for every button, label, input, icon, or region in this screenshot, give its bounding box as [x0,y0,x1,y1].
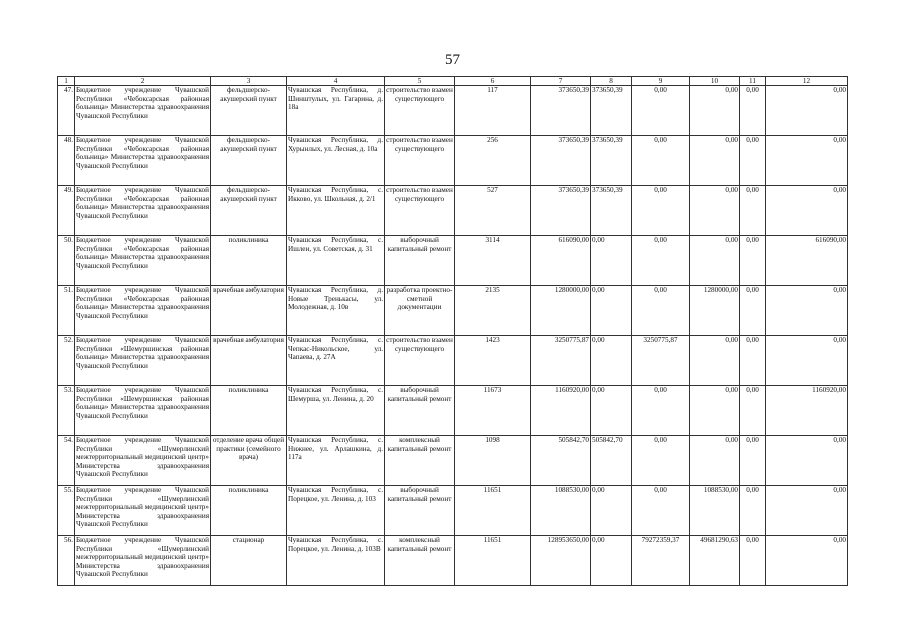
address-cell: Чувашская Республика, с. Шемурша, ул. Ленина, д. 20 [287,386,385,436]
column-header: 8 [591,77,632,86]
organization-cell: Бюджетное учреждение Чувашской Республики «Шумерлинский межтерриториальный медицинский центр» Министерства здравоохранения Чувашской Республики [75,486,211,536]
value-cell-11: 0,00 [740,286,766,336]
value-cell-9: 0,00 [632,436,690,486]
address-cell: Чувашская Республика, с. Порецкое, ул. Ленина, д. 103В [287,536,385,586]
area-cell: 3114 [455,236,531,286]
area-cell: 1423 [455,336,531,386]
total-cost-cell: 1160920,00 [531,386,591,436]
address-cell: Чувашская Республика, д. Хурынлых, ул. Лесная, д. 10а [287,136,385,186]
value-cell-9: 0,00 [632,486,690,536]
organization-cell: Бюджетное учреждение Чувашской Республики «Чебоксарская районная больница» Министерства здравоохранения Чувашской Республики [75,236,211,286]
work-type-cell: строительство взамен существующего [385,86,455,136]
value-cell-8: 0,00 [591,486,632,536]
column-header: 5 [385,77,455,86]
total-cost-cell: 373650,39 [531,136,591,186]
area-cell: 256 [455,136,531,186]
value-cell-8: 0,00 [591,336,632,386]
value-cell-10: 0,00 [690,186,740,236]
value-cell-11: 0,00 [740,86,766,136]
value-cell-12: 0,00 [766,336,848,386]
organization-cell: Бюджетное учреждение Чувашской Республики «Шумерлинский межтерриториальный медицинский центр» Министерства здравоохранения Чувашской Республики [75,536,211,586]
area-cell: 2135 [455,286,531,336]
total-cost-cell: 3250775,87 [531,336,591,386]
column-number-row [58,77,848,86]
value-cell-9: 0,00 [632,186,690,236]
facility-type-cell: фельдшерско-акушерский пункт [211,86,287,136]
work-type-cell: строительство взамен существующего [385,136,455,186]
value-cell-11: 0,00 [740,136,766,186]
value-cell-12: 0,00 [766,136,848,186]
value-cell-10: 1280000,00 [690,286,740,336]
table-row [58,236,848,286]
column-header: 1 [58,77,75,86]
facility-type-cell: поликлиника [211,236,287,286]
address-cell: Чувашская Республика, с. Порецкое, ул. Ленина, д. 103 [287,486,385,536]
work-type-cell: выборочный капитальный ремонт [385,236,455,286]
value-cell-10: 49681290,63 [690,536,740,586]
work-type-cell: комплексный капитальный ремонт [385,536,455,586]
value-cell-11: 0,00 [740,486,766,536]
total-cost-cell: 373650,39 [531,86,591,136]
facility-type-cell: фельдшерско-акушерский пункт [211,136,287,186]
value-cell-12: 0,00 [766,286,848,336]
table-row [58,136,848,186]
total-cost-cell: 1088530,00 [531,486,591,536]
organization-cell: Бюджетное учреждение Чувашской Республики «Чебоксарская районная больница» Министерства здравоохранения Чувашской Республики [75,86,211,136]
column-header: 9 [632,77,690,86]
row-number: 55. [58,486,75,536]
value-cell-8: 0,00 [591,236,632,286]
column-header: 10 [690,77,740,86]
value-cell-8: 505842,70 [591,436,632,486]
row-number: 53. [58,386,75,436]
organization-cell: Бюджетное учреждение Чувашской Республики «Чебоксарская районная больница» Министерства здравоохранения Чувашской Республики [75,136,211,186]
work-type-cell: строительство взамен существующего [385,336,455,386]
value-cell-8: 373650,39 [591,86,632,136]
row-number: 47. [58,86,75,136]
value-cell-11: 0,00 [740,336,766,386]
value-cell-9: 79272359,37 [632,536,690,586]
table-row [58,436,848,486]
organization-cell: Бюджетное учреждение Чувашской Республики «Чебоксарская районная больница» Министерства здравоохранения Чувашской Республики [75,186,211,236]
value-cell-9: 0,00 [632,386,690,436]
value-cell-10: 0,00 [690,86,740,136]
area-cell: 527 [455,186,531,236]
value-cell-9: 0,00 [632,136,690,186]
work-type-cell: выборочный капитальный ремонт [385,486,455,536]
column-header: 3 [211,77,287,86]
total-cost-cell: 128953650,00 [531,536,591,586]
value-cell-12: 0,00 [766,186,848,236]
value-cell-10: 0,00 [690,436,740,486]
column-header: 11 [740,77,766,86]
table-row [58,486,848,536]
work-type-cell: комплексный капитальный ремонт [385,436,455,486]
row-number: 54. [58,436,75,486]
value-cell-8: 0,00 [591,536,632,586]
column-header: 7 [531,77,591,86]
table-row [58,286,848,336]
facility-type-cell: отделение врача общей практики (семейного врача) [211,436,287,486]
row-number: 52. [58,336,75,386]
table-row [58,536,848,586]
facility-type-cell: врачебная амбулатория [211,336,287,386]
facility-type-cell: фельдшерско-акушерский пункт [211,186,287,236]
value-cell-11: 0,00 [740,236,766,286]
value-cell-10: 1088530,00 [690,486,740,536]
column-header: 6 [455,77,531,86]
value-cell-12: 0,00 [766,536,848,586]
table-row [58,86,848,136]
facilities-table [57,76,848,586]
value-cell-12: 0,00 [766,436,848,486]
value-cell-10: 0,00 [690,386,740,436]
row-number: 50. [58,236,75,286]
value-cell-11: 0,00 [740,386,766,436]
address-cell: Чувашская Республика, д. Новые Тренькасы, ул. Молодежная, д. 10в [287,286,385,336]
row-number: 48. [58,136,75,186]
value-cell-12: 0,00 [766,86,848,136]
total-cost-cell: 505842,70 [531,436,591,486]
area-cell: 11651 [455,486,531,536]
value-cell-12: 1160920,00 [766,386,848,436]
value-cell-11: 0,00 [740,186,766,236]
address-cell: Чувашская Республика, с. Нижнее, ул. Арлашкина, д. 117а [287,436,385,486]
value-cell-10: 0,00 [690,236,740,286]
address-cell: Чувашская Республика, с. Ишлеи, ул. Советская, д. 31 [287,236,385,286]
area-cell: 1098 [455,436,531,486]
value-cell-11: 0,00 [740,536,766,586]
value-cell-8: 373650,39 [591,136,632,186]
facility-type-cell: врачебная амбулатория [211,286,287,336]
value-cell-9: 0,00 [632,286,690,336]
total-cost-cell: 373650,39 [531,186,591,236]
value-cell-9: 0,00 [632,86,690,136]
value-cell-9: 0,00 [632,236,690,286]
table-body [58,86,848,586]
area-cell: 11673 [455,386,531,436]
organization-cell: Бюджетное учреждение Чувашской Республики «Шемуршинская районная больница» Министерства здравоохранения Чувашской Республики [75,386,211,436]
area-cell: 11651 [455,536,531,586]
column-header: 4 [287,77,385,86]
organization-cell: Бюджетное учреждение Чувашской Республики «Шумерлинский межтерриториальный медицинский центр» Министерства здравоохранения Чувашской Республики [75,436,211,486]
row-number: 49. [58,186,75,236]
value-cell-12: 0,00 [766,486,848,536]
facility-type-cell: поликлиника [211,386,287,436]
value-cell-10: 0,00 [690,336,740,386]
facility-type-cell: стационар [211,536,287,586]
value-cell-8: 373650,39 [591,186,632,236]
organization-cell: Бюджетное учреждение Чувашской Республики «Чебоксарская районная больница» Министерства здравоохранения Чувашской Республики [75,286,211,336]
page-number: 57 [445,52,460,68]
work-type-cell: разработка проектно-сметной документации [385,286,455,336]
table-row [58,186,848,236]
row-number: 56. [58,536,75,586]
value-cell-10: 0,00 [690,136,740,186]
row-number: 51. [58,286,75,336]
organization-cell: Бюджетное учреждение Чувашской Республики «Шемуршинская районная больница» Министерства здравоохранения Чувашской Республики [75,336,211,386]
total-cost-cell: 616090,00 [531,236,591,286]
total-cost-cell: 1280000,00 [531,286,591,336]
facility-type-cell: поликлиника [211,486,287,536]
address-cell: Чувашская Республика, д. Шинштулых, ул. Гагарина, д. 18а [287,86,385,136]
work-type-cell: строительство взамен существующего [385,186,455,236]
value-cell-9: 3250775,87 [632,336,690,386]
table-row [58,386,848,436]
value-cell-12: 616090,00 [766,236,848,286]
address-cell: Чувашская Республика, с. Чепкас-Никольское, ул. Чапаева, д. 27А [287,336,385,386]
work-type-cell: выборочный капитальный ремонт [385,386,455,436]
table-row [58,336,848,386]
value-cell-11: 0,00 [740,436,766,486]
value-cell-8: 0,00 [591,386,632,436]
column-header: 12 [766,77,848,86]
column-header: 2 [75,77,211,86]
area-cell: 117 [455,86,531,136]
address-cell: Чувашская Республика, с. Икково, ул. Школьная, д. 2/1 [287,186,385,236]
value-cell-8: 0,00 [591,286,632,336]
